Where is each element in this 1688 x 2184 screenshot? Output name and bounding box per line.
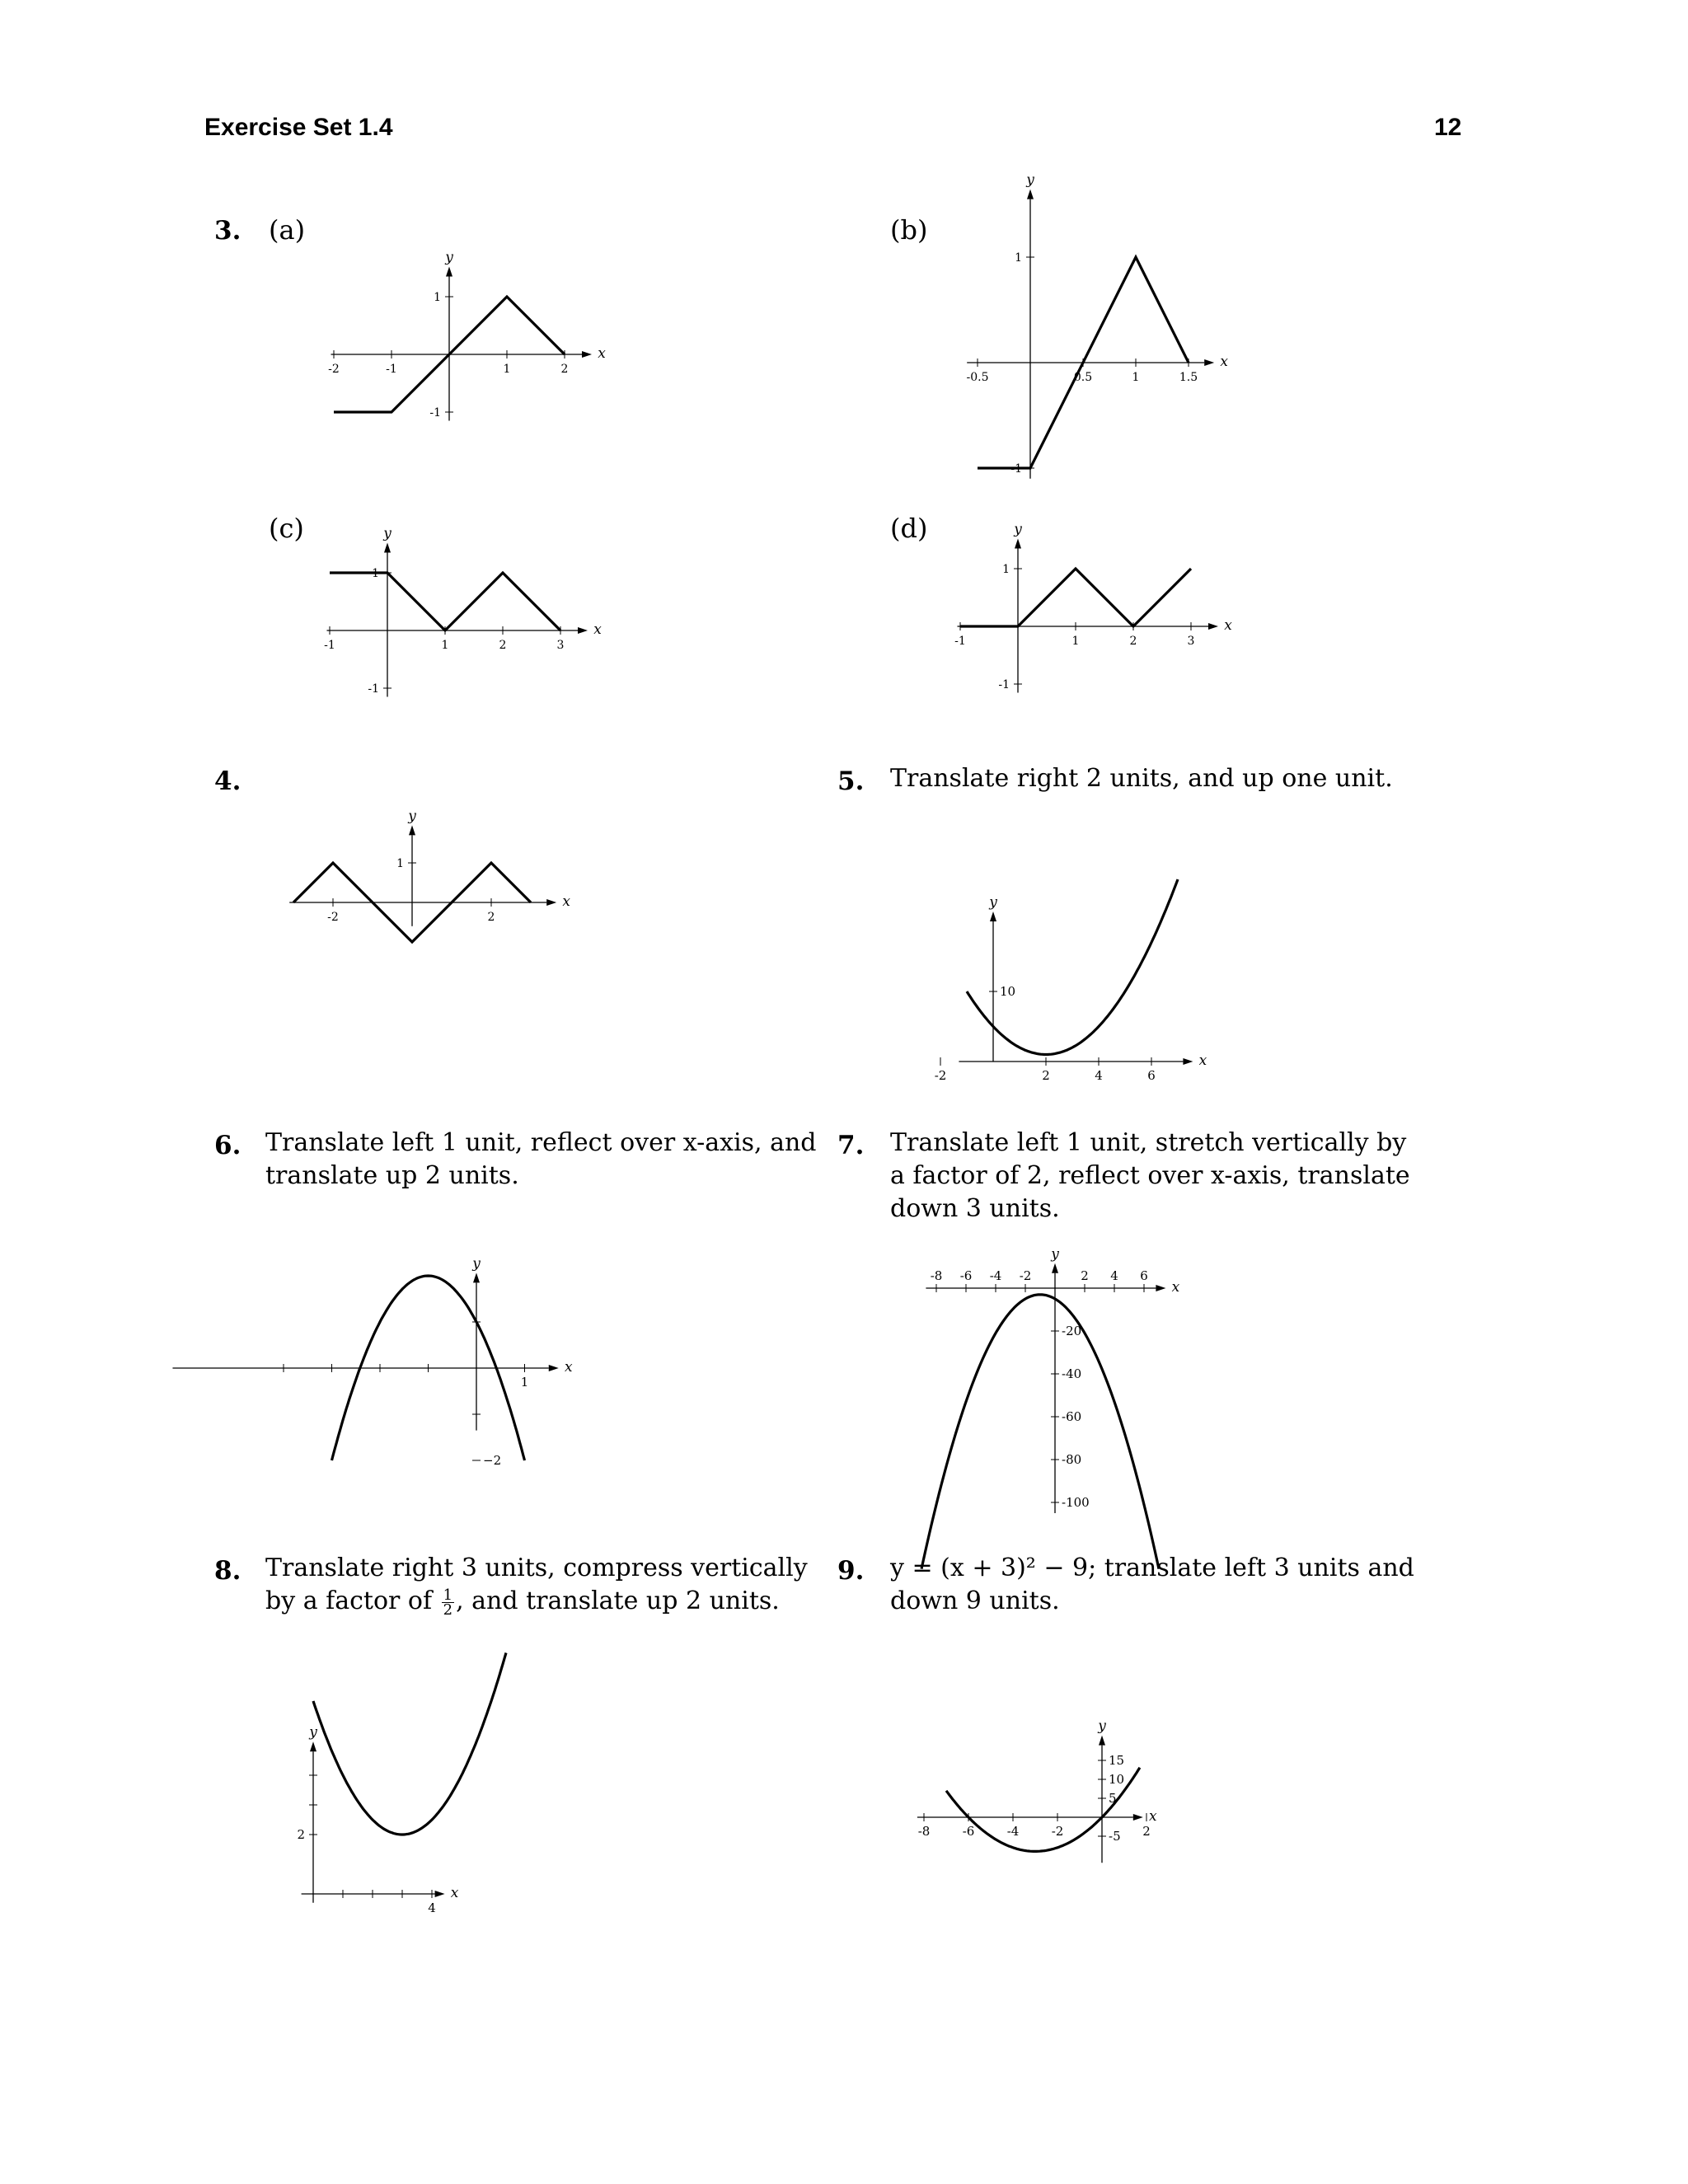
y-axis-label-3d: y [1014,521,1022,538]
y-axis-label-3c: y [383,525,392,542]
x-axis-arrow-3d [1208,623,1218,630]
problem-7-number: 7. [837,1131,865,1160]
x-tick-label-9: 2 [1142,1824,1151,1839]
y-axis-label-8: y [309,1724,317,1741]
graph-curve-7 [921,1295,1159,1569]
y-tick-label-6: −2 [483,1453,502,1468]
x-tick-label-3a: 2 [560,363,569,376]
x-tick-label-3b: -0.5 [966,371,989,384]
x-tick-label-9: -8 [917,1824,931,1839]
y-tick-label-3b: 1 [1015,251,1022,265]
x-axis-arrow-6 [549,1365,559,1371]
y-axis-arrow-7 [1052,1263,1058,1273]
page-title: Exercise Set 1.4 [204,114,393,141]
x-tick-label-3d: 1 [1071,635,1080,648]
y-tick-label-7: -100 [1062,1495,1090,1510]
x-tick-label-3a: 1 [503,363,511,376]
x-axis-label-3a: x [598,345,606,362]
y-tick-label-3c: 1 [372,567,379,580]
x-tick-label-3c: 2 [499,639,507,652]
problem-4-number: 4. [214,766,241,796]
graph-curve-3d [960,569,1191,626]
problem-6-number: 6. [214,1131,241,1160]
x-tick-label-7: -8 [930,1268,943,1283]
y-axis-label-4: y [408,808,416,825]
fraction-numerator: 1 [443,1586,453,1604]
y-tick-label-9: 10 [1109,1772,1125,1787]
x-axis-label-5: x [1198,1052,1207,1069]
y-tick-label-3a: -1 [429,406,441,419]
x-tick-label-3d: 3 [1187,635,1195,648]
problem-8-line2-pre: by a factor of [265,1586,433,1615]
x-tick-label-4: 2 [487,911,495,924]
x-axis-arrow-8 [435,1891,445,1897]
problem-8-number: 8. [214,1556,241,1586]
y-tick-label-9: 5 [1109,1791,1117,1806]
x-tick-label-3a: -2 [328,363,340,376]
y-tick-label-7: -40 [1062,1366,1082,1381]
x-tick-label-9: -4 [1006,1824,1020,1839]
part-b-label: (b) [890,214,928,246]
graph-curve-3c [330,573,560,630]
y-tick-label-3a: 1 [434,291,441,304]
problem-6-line1: Translate left 1 unit, reflect over x-axis, and [265,1128,817,1157]
x-tick-label-3d: 2 [1129,635,1137,648]
x-tick-label-6: 1 [520,1375,529,1390]
y-tick-label-3b: -1 [1010,462,1022,476]
y-axis-arrow-6 [473,1272,480,1282]
x-tick-label-3b: 0.5 [1073,371,1093,384]
problem-5-number: 5. [837,766,865,796]
x-axis-arrow-3b [1204,359,1214,366]
part-d-label: (d) [890,513,928,544]
x-axis-label-3d: x [1224,617,1232,634]
x-tick-label-3b: 1.5 [1179,371,1198,384]
x-axis-label-4: x [562,893,570,910]
problem-3-number: 3. [214,216,241,246]
x-tick-label-3c: 1 [441,639,449,652]
y-axis-label-5: y [989,894,997,911]
y-axis-label-7: y [1051,1245,1059,1263]
x-tick-label-7: -2 [1019,1268,1032,1283]
y-axis-arrow-5 [990,912,996,921]
page-number: 12 [1434,114,1462,141]
graph-curve-8 [313,1653,506,1835]
problem-7-line2: a factor of 2, reflect over x-axis, translate [890,1161,1410,1190]
problem-9-line2: down 9 units. [890,1586,1060,1615]
x-axis-arrow-7 [1156,1285,1165,1291]
y-axis-arrow-3a [446,267,452,277]
y-tick-label-3d: -1 [998,678,1010,691]
y-axis-label-3a: y [445,249,453,266]
x-tick-label-9: -6 [962,1824,975,1839]
y-axis-arrow-4 [409,825,415,835]
problem-8-line1: Translate right 3 units, compress vertically [265,1554,808,1582]
part-a-label: (a) [269,214,306,246]
x-axis-arrow-3c [578,627,588,634]
problem-7-line3: down 3 units. [890,1194,1060,1223]
problem-9-number: 9. [837,1556,865,1586]
x-tick-label-3d: -1 [954,635,966,648]
y-tick-label-3c: -1 [368,682,379,696]
part-c-label: (c) [269,513,304,544]
y-tick-label-9: -5 [1109,1829,1121,1844]
x-tick-label-3c: 3 [556,639,565,652]
y-tick-label-3d: 1 [1002,563,1010,576]
x-tick-label-5: 4 [1095,1068,1103,1083]
x-axis-arrow-4 [546,899,556,906]
y-axis-label-6: y [472,1255,481,1272]
y-tick-label-5: 10 [1000,984,1016,999]
y-tick-label-4: 1 [396,857,404,870]
problem-8-line2-post: , and translate up 2 units. [456,1586,780,1615]
x-tick-label-7: 2 [1081,1268,1089,1283]
y-axis-arrow-8 [310,1741,316,1751]
x-tick-label-7: -4 [989,1268,1002,1283]
y-axis-label-9: y [1098,1718,1106,1735]
x-tick-label-5: 6 [1147,1068,1156,1083]
x-tick-label-5: 2 [1042,1068,1050,1083]
x-tick-label-3a: -1 [386,363,397,376]
problem-9-line1: y = (x + 3)² − 9; translate left 3 units and [890,1554,1414,1582]
y-tick-label-7: -20 [1062,1324,1082,1338]
x-tick-label-7: 6 [1140,1268,1148,1283]
y-axis-arrow-3c [384,543,391,553]
problem-7-line1: Translate left 1 unit, stretch vertically by [890,1128,1407,1157]
x-tick-label-3c: -1 [324,639,335,652]
x-axis-label-8: x [450,1885,459,1901]
x-tick-label-7: 4 [1110,1268,1118,1283]
y-axis-arrow-3d [1015,539,1021,549]
problem-5-text: Translate right 2 units, and up one unit. [890,764,1393,793]
x-axis-label-7: x [1171,1279,1180,1296]
x-tick-label-4: -2 [327,911,339,924]
fraction-denominator: 2 [443,1601,453,1619]
x-axis-label-6: x [564,1359,573,1376]
graph-curve-5 [967,879,1178,1055]
x-tick-label-9: -2 [1051,1824,1064,1839]
x-axis-label-3b: x [1220,354,1228,370]
problem-6-line2: translate up 2 units. [265,1161,519,1190]
y-axis-arrow-3b [1027,190,1034,199]
x-axis-label-3c: x [593,621,602,638]
y-axis-label-3b: y [1026,171,1034,189]
y-tick-label-7: -60 [1062,1409,1082,1424]
x-tick-label-5: -2 [934,1068,947,1083]
x-axis-arrow-3a [582,351,592,358]
x-tick-label-8: 4 [428,1900,436,1915]
y-tick-label-7: -80 [1062,1452,1082,1467]
x-axis-arrow-5 [1183,1058,1193,1065]
x-axis-label-9: x [1149,1808,1157,1825]
x-tick-label-3b: 1 [1132,371,1140,384]
y-tick-label-8: 2 [297,1827,305,1842]
y-axis-arrow-9 [1099,1736,1105,1746]
y-tick-label-9: 15 [1109,1753,1125,1768]
x-axis-arrow-9 [1133,1814,1143,1821]
x-tick-label-7: -6 [959,1268,973,1283]
